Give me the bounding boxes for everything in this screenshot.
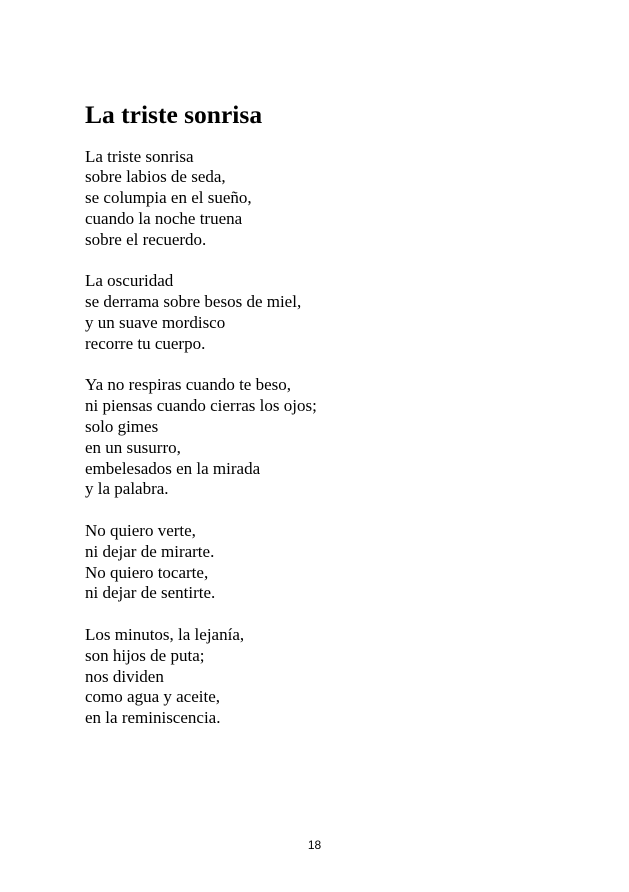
poem-line: Ya no respiras cuando te beso, [85,375,292,395]
poem-line: ni piensas cuando cierras los ojos; [85,396,317,416]
poem-line: nos dividen [85,666,164,686]
poem-line: ni dejar de mirarte. [85,541,215,561]
poem-line: No quiero verte, [85,520,196,540]
poem-line: se columpia en el sueño, [85,188,252,208]
poem-line: cuando la noche truena [85,208,243,228]
stanza-5 [85,625,585,729]
stanza-3 [85,375,585,500]
poem-line: La oscuridad [85,271,174,291]
stanza-1 [85,147,585,251]
poem-line: y un suave mordisco [85,312,226,332]
poem-line: ni dejar de sentirte. [85,583,216,603]
poem-line: La triste sonrisa [85,146,194,166]
poem-line: Los minutos, la lejanía, [85,624,245,644]
poem-title: La triste sonrisa [85,100,263,129]
page-number: 18 [307,838,322,852]
stanza-4 [85,521,585,604]
stanza-2 [85,271,585,354]
poem-line: embelesados en la mirada [85,458,261,478]
poem-line: recorre tu cuerpo. [85,333,206,353]
poem-line: se derrama sobre besos de miel, [85,292,302,312]
poem-line: en la reminiscencia. [85,708,221,728]
poem-line: solo gimes [85,416,159,436]
poem-line: y la palabra. [85,479,169,499]
poem [85,100,585,729]
poem-line: sobre labios de seda, [85,167,226,187]
poem-line: son hijos de puta; [85,645,205,665]
poem-line: en un susurro, [85,437,181,457]
poem-line: No quiero tocarte, [85,562,209,582]
poem-line: como agua y aceite, [85,687,220,707]
poem-line: sobre el recuerdo. [85,229,207,249]
